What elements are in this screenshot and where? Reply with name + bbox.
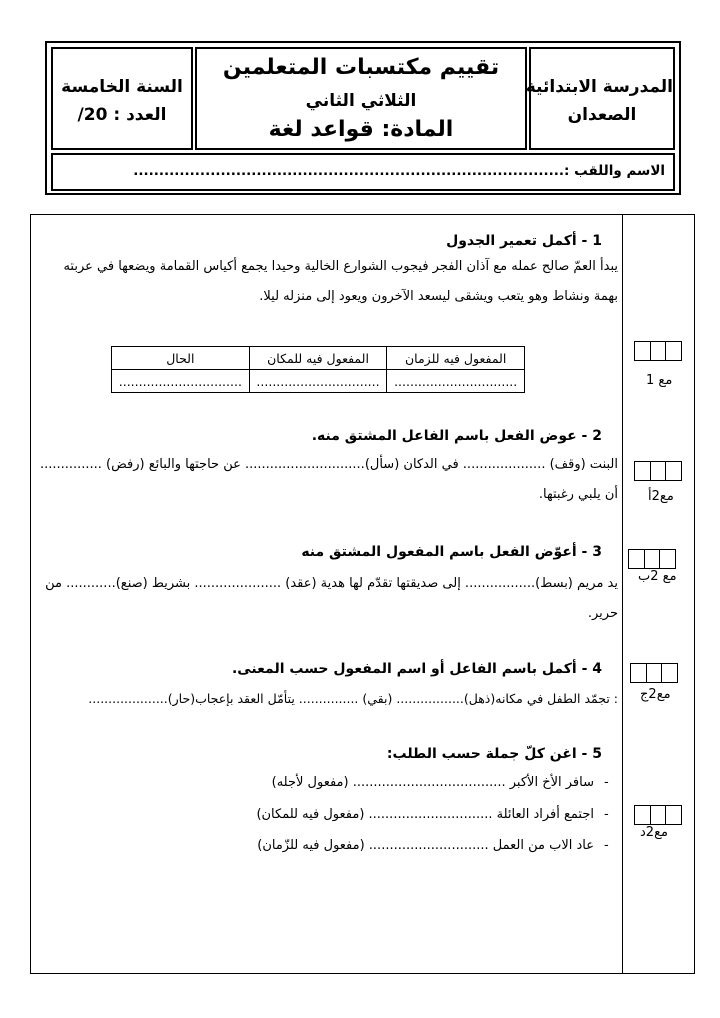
q3-title: 3 - أعوّض الفعل باسم المفعول المشتق منه [301, 544, 602, 560]
table-header-row [112, 347, 525, 370]
grade-level: السنة الخامسة [61, 77, 183, 97]
criterion-1: مع 1 [646, 373, 673, 388]
table-blank-cell[interactable]: ............................... [249, 370, 387, 393]
q5-item: سافر الأخ الأكبر ..................................... (مفعول لأجله) [271, 775, 594, 790]
subject: المادة: قواعد لغة [268, 117, 454, 142]
school-name: المدرسة الابتدائية [525, 77, 673, 97]
q1-table [111, 346, 525, 393]
bullet: - [604, 775, 609, 790]
table-header-cell: الحال [112, 347, 250, 370]
q2-line1: البنت (وقف) .................... في الدكان (سأل)............................. عن حاجتها والبائع (رفض) ............... [39, 457, 618, 472]
table-header-cell: المفعول فيه للمكان [249, 347, 387, 370]
page-title: تقييم مكتسبات المتعلمين [222, 55, 500, 80]
q2-title: 2 - عوض الفعل باسم الفاعل المشتق منه. [311, 428, 602, 444]
score-box-2c[interactable] [630, 663, 678, 683]
bullet: - [604, 807, 609, 822]
exercise-frame [30, 214, 695, 974]
criteria-divider [622, 214, 623, 974]
table-row[interactable] [112, 370, 525, 393]
table-blank-cell[interactable]: ............................... [112, 370, 250, 393]
criterion-2b: مع 2ب [638, 569, 677, 584]
score-box-2d[interactable] [634, 805, 682, 825]
q5-item: عاد الاب من العمل ............................. (مفعول فيه للزّمان) [257, 838, 594, 853]
bullet: - [604, 838, 609, 853]
q1-title: 1 - أكمل تعمير الجدول [446, 233, 602, 249]
grade-box [51, 47, 193, 150]
score-label: العدد : 20/ [77, 105, 167, 125]
table-blank-cell[interactable]: ............................... [387, 370, 525, 393]
title-box [195, 47, 527, 150]
q3-line1: يد مريم (بسط)................. إلى صديقتها تقدّم لها هدية (عقد) ..................... بشريط (صنع)............ من [45, 576, 618, 591]
q5-item: اجتمع أفراد العائلة .............................. (مفعول فيه للمكان) [256, 807, 594, 822]
criterion-2c: مع2ج [640, 687, 671, 702]
trimester: الثلاثي الثاني [305, 91, 417, 111]
q4-line1: : تجمّد الطفل في مكانه(ذهل)................. (بقي) ............... يتأمّل العقد بإعجاب(حار).................... [88, 691, 618, 706]
score-box-1[interactable] [634, 341, 682, 361]
q1-text-line1: يبدأ العمّ صالح عمله مع آذان الفجر فيجوب الشوارع الخالية وحيدا يجمع أكياس القمامة ويضعها في عربته [63, 259, 618, 274]
header-frame [45, 41, 681, 195]
score-box-2a[interactable] [634, 461, 682, 481]
name-label: الاسم واللقب :.................................................................................... [133, 163, 665, 179]
score-box-2b[interactable] [628, 549, 676, 569]
q1-text-line2: بهمة ونشاط وهو يتعب ويشقى ليسعد الآخرون ويعود إلى منزله ليلا. [259, 289, 618, 304]
table-header-cell: المفعول فيه للزمان [387, 347, 525, 370]
q3-line2: حرير. [587, 606, 618, 621]
q5-title: 5 - اغن كلّ جملة حسب الطلب: [386, 746, 602, 762]
school-location: الصعدان [567, 105, 637, 125]
q4-title: 4 - أكمل باسم الفاعل أو اسم المفعول حسب المعنى. [231, 661, 602, 677]
name-field-box[interactable] [51, 153, 675, 191]
criterion-2d: مع2د [640, 825, 668, 840]
criterion-2a: مع2أ [648, 489, 674, 504]
school-box [525, 47, 675, 150]
q2-line2: أن يلبي رغبتها. [538, 487, 618, 502]
